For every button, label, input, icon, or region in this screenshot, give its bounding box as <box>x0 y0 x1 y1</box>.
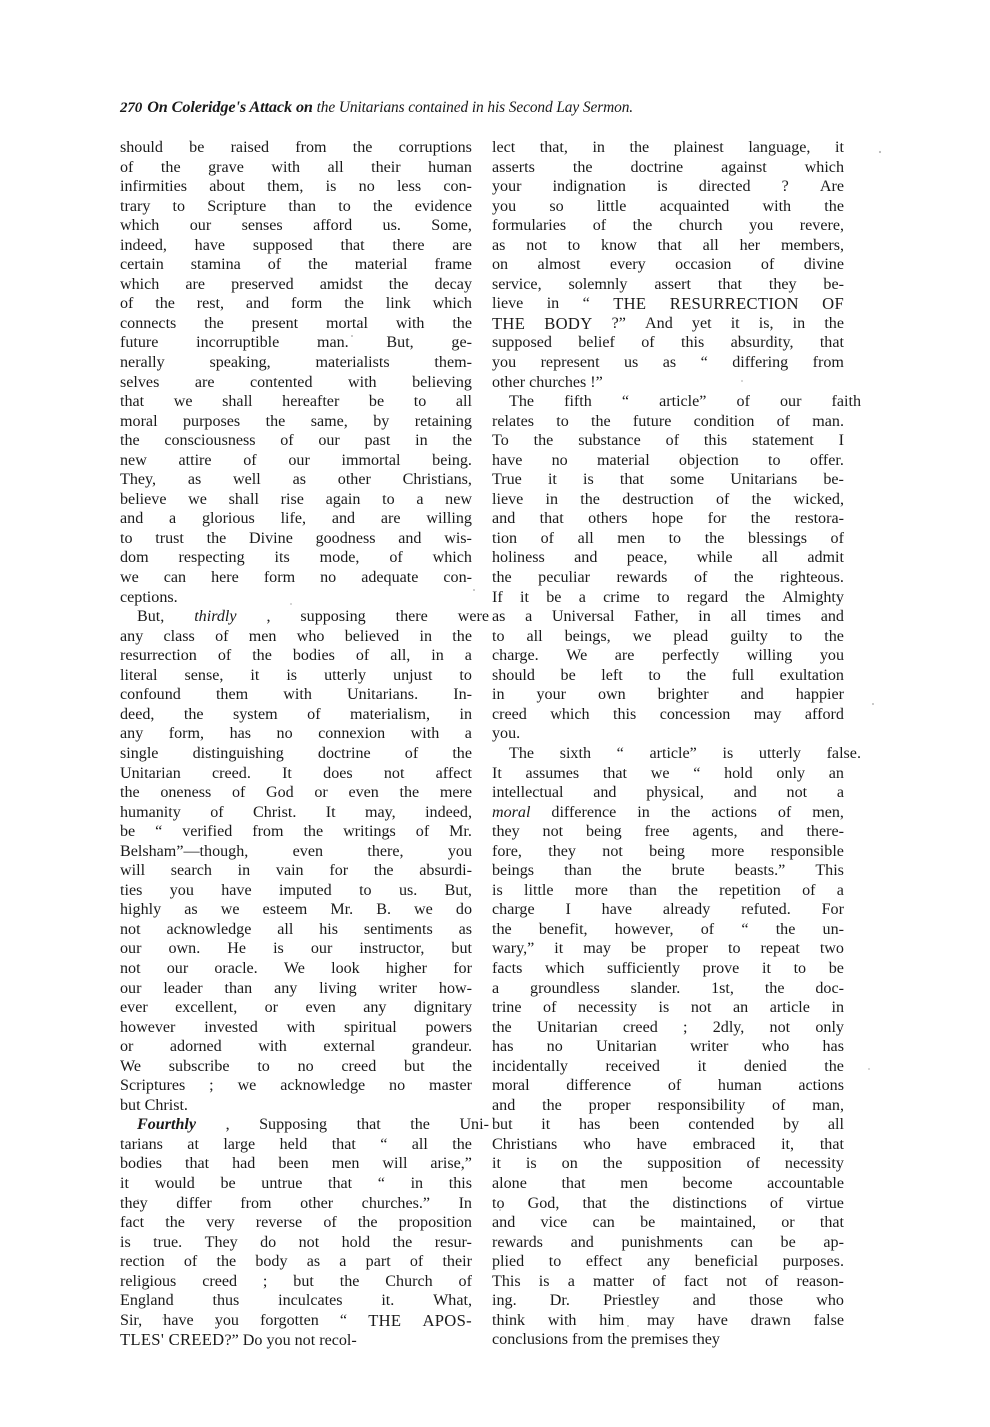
text-line: should be raised from the corruptions <box>120 139 472 156</box>
text-line: our leader than any living writer how- <box>120 979 472 997</box>
text-line: To the substance of this statement I <box>492 432 844 450</box>
text-line: the Unitarian creed ; 2dly, not only <box>492 1018 844 1036</box>
text-line: charge. We are perfectly willing you <box>492 647 844 665</box>
text-line: new attire of our immortal being. <box>120 451 472 469</box>
text-line: Scriptures ; we acknowledge no master <box>120 1077 472 1095</box>
text-line: or adorned with external grandeur. <box>120 1038 472 1056</box>
text-line: formularies of the church you revere, <box>492 217 844 235</box>
text-line: They, as well as other Christians, <box>120 471 472 489</box>
two-column-body <box>120 138 880 1350</box>
text-line: Christians who have embraced it, that <box>492 1135 844 1153</box>
text-line: We subscribe to no creed but the <box>120 1057 472 1075</box>
text-line: other churches !” <box>492 373 603 391</box>
text-line: The sixth “ article” is utterly false. <box>509 744 861 762</box>
text-line: to all beings, we plead guilty to the <box>492 627 844 645</box>
text-line: Belsham”—though, even there, you <box>120 842 472 860</box>
text-line: in your own brighter and happier <box>492 686 844 704</box>
text-line: certain stamina of the material frame <box>120 256 472 274</box>
text-line: rewards and punishments can be ap- <box>492 1233 844 1251</box>
text-line: will search in vain for the absurdi- <box>120 862 472 880</box>
text-line: humanity of Christ. It may, indeed, <box>120 803 472 821</box>
text-line: the oneness of God or even the mere <box>120 784 472 802</box>
text-line: conclusions from the premises they <box>492 1331 720 1349</box>
text-line: lieve in the destruction of the wicked, <box>492 490 844 508</box>
text-line: England thus inculcates it. What, <box>120 1292 472 1310</box>
text-line: as a Universal Father, in all times and <box>492 608 844 626</box>
text-line: It assumes that we “ hold only an <box>492 764 844 782</box>
text-line: moral difference of human actions <box>492 1077 844 1095</box>
text-line: you. <box>492 725 521 743</box>
text-line: not acknowledge all his sentiments as <box>120 920 472 938</box>
text-line: This is a matter of fact not of reason- <box>492 1272 844 1290</box>
text-line: we can here form no adequate con- <box>120 569 472 587</box>
text-line: the consciousness of our past in the <box>120 432 472 450</box>
text-line: and vice can be maintained, or that <box>492 1214 844 1232</box>
text-line: the benefit, however, of “ the un- <box>492 920 844 938</box>
text-line: but it has been contended by all <box>492 1116 844 1134</box>
running-head <box>120 98 880 124</box>
text-line: connects the present mortal with the <box>120 314 472 332</box>
text-line: tarians at large held that “ all the <box>120 1135 472 1153</box>
text-column-right <box>492 138 861 1349</box>
text-line: If it be a crime to regard the Almighty <box>492 588 844 606</box>
text-line: to God, that the distinctions of virtue <box>492 1194 844 1212</box>
text-line: lect that, in the plainest language, it <box>492 139 844 156</box>
text-line: moral purposes the same, by retaining <box>120 412 472 430</box>
text-line: however invested with spiritual powers <box>120 1018 472 1036</box>
text-line: incidentally received it denied the <box>492 1057 844 1075</box>
text-line: on almost every occasion of divine <box>492 256 844 274</box>
text-line: it is on the supposition of necessity <box>492 1155 844 1173</box>
text-line: highly as we esteem Mr. B. we do <box>120 901 472 919</box>
text-line: that we shall hereafter be to all <box>120 393 472 411</box>
text-line: Sir, have you forgotten “ THE APOS- <box>120 1310 472 1330</box>
text-line: supposed belief of this absurdity, that <box>492 334 844 352</box>
text-line: facts which sufficiently prove it to be <box>492 959 844 977</box>
text-line: but Christ. <box>120 1096 188 1114</box>
text-line: of the rest, and form the link which <box>120 295 472 313</box>
text-line: any class of men who believed in the <box>120 627 472 645</box>
text-line: wary,” it may be proper to repeat two <box>492 940 844 958</box>
text-line: charge I have already refuted. For <box>492 901 844 919</box>
text-line: nerally speaking, materialists them- <box>120 354 472 372</box>
text-line: lieve in “ THE RESURRECTION OF <box>492 294 844 314</box>
text-line: Fourthly , Supposing that the Uni- <box>137 1116 489 1134</box>
text-line: intellectual and physical, and not a <box>492 784 844 802</box>
text-line: they differ from other churches.” In <box>120 1194 472 1212</box>
text-line: beings than the brute beasts.” This <box>492 862 844 880</box>
text-line: rection of the body as a part of their <box>120 1253 472 1271</box>
text-line: But, thirdly , supposing there were <box>137 608 489 626</box>
text-line: single distinguishing doctrine of the <box>120 744 472 762</box>
text-line: a groundless slander. 1st, the doc- <box>492 979 844 997</box>
text-line: selves are contented with believing <box>120 373 472 391</box>
text-line: believe we shall rise again to a new <box>120 490 472 508</box>
text-line: ever excellent, or even any dignitary <box>120 999 472 1017</box>
text-line: indeed, have supposed that there are <box>120 236 472 254</box>
text-line: resurrection of the bodies of all, in a <box>120 647 472 665</box>
text-line: literal sense, it is utterly unjust to <box>120 666 472 684</box>
text-line: ties you have imputed to us. But, <box>120 881 472 899</box>
text-line: holiness and peace, while all admit <box>492 549 844 567</box>
text-line: bodies that had been men will arise,” <box>120 1155 472 1173</box>
text-line: be “ verified from the writings of Mr. <box>120 823 472 841</box>
text-line: is true. They do not hold the resur- <box>120 1233 472 1251</box>
text-line: of the grave with all their human <box>120 158 472 176</box>
text-line: you so little acquainted with the <box>492 197 844 215</box>
text-line: any form, has no connexion with a <box>120 725 472 743</box>
text-line: The fifth “ article” of our faith <box>509 393 861 411</box>
text-line: infirmities about them, is no less con- <box>120 178 472 196</box>
text-line: to trust the Divine goodness and wis- <box>120 529 472 547</box>
text-line: which are preserved amidst the decay <box>120 275 472 293</box>
text-line: fore, they not being more responsible <box>492 842 844 860</box>
text-line: THE BODY ?” And yet it is, in the <box>492 313 844 333</box>
text-line: has no Unitarian writer who has <box>492 1038 844 1056</box>
text-line: trary to Scripture than to the evidence <box>120 197 472 215</box>
text-line: the peculiar rewards of the righteous. <box>492 569 844 587</box>
text-line: religious creed ; but the Church of <box>120 1272 472 1290</box>
text-line: and a glorious life, and are willing <box>120 510 472 528</box>
text-line: ing. Dr. Priestley and those who <box>492 1292 844 1310</box>
text-line: you represent us as “ differing from <box>492 354 844 372</box>
text-line: ceptions. <box>120 588 178 606</box>
text-line: which our senses afford us. Some, <box>120 217 472 235</box>
text-line: not our oracle. We look higher for <box>120 959 472 977</box>
text-line: relates to the future condition of man. <box>492 412 844 430</box>
text-line: True it is that some Unitarians be- <box>492 471 844 489</box>
text-line: TLES' CREED?” Do you not recol- <box>120 1330 357 1350</box>
text-line: Unitarian creed. It does not affect <box>120 764 472 782</box>
text-line: confound them with Unitarians. In- <box>120 686 472 704</box>
text-line: have no material objection to offer. <box>492 451 844 469</box>
text-line: moral difference in the actions of men, <box>492 803 844 821</box>
text-line: think with him may have drawn false <box>492 1311 844 1329</box>
text-line: it would be untrue that “ in this <box>120 1174 472 1192</box>
text-line: future incorruptible man. But, ge- <box>120 334 472 352</box>
text-line: our own. He is our instructor, but <box>120 940 472 958</box>
page-number: 270 <box>120 100 143 116</box>
text-line: your indignation is directed ? Are <box>492 178 844 196</box>
text-line: should be left to the full exultation <box>492 666 844 684</box>
text-line: dom respecting its mode, of which <box>120 549 472 567</box>
text-line: plied to effect any beneficial purposes. <box>492 1253 844 1271</box>
text-line: deed, the system of materialism, in <box>120 705 472 723</box>
text-line: service, solemnly assert that they be- <box>492 275 844 293</box>
text-line: and that others hope for the restora- <box>492 510 844 528</box>
text-line: fact the very reverse of the proposition <box>120 1214 472 1232</box>
text-line: as not to know that all her members, <box>492 236 844 254</box>
text-column-left <box>120 138 489 1350</box>
text-line: creed which this concession may afford <box>492 705 844 723</box>
text-line: asserts the doctrine against which <box>492 158 844 176</box>
running-head-title-italic: the Unitarians contained in his Second Lay Sermon. <box>312 99 634 116</box>
text-line: tion of all men to the blessings of <box>492 529 844 547</box>
running-head-title-bold: On Coleridge's Attack on <box>147 98 313 116</box>
text-line: they not being free agents, and there- <box>492 823 844 841</box>
text-line: and the proper responsibility of man, <box>492 1096 844 1114</box>
text-line: is little more than the repetition of a <box>492 881 844 899</box>
text-line: alone that men become accountable <box>492 1174 844 1192</box>
text-line: trine of necessity is not an article in <box>492 999 844 1017</box>
